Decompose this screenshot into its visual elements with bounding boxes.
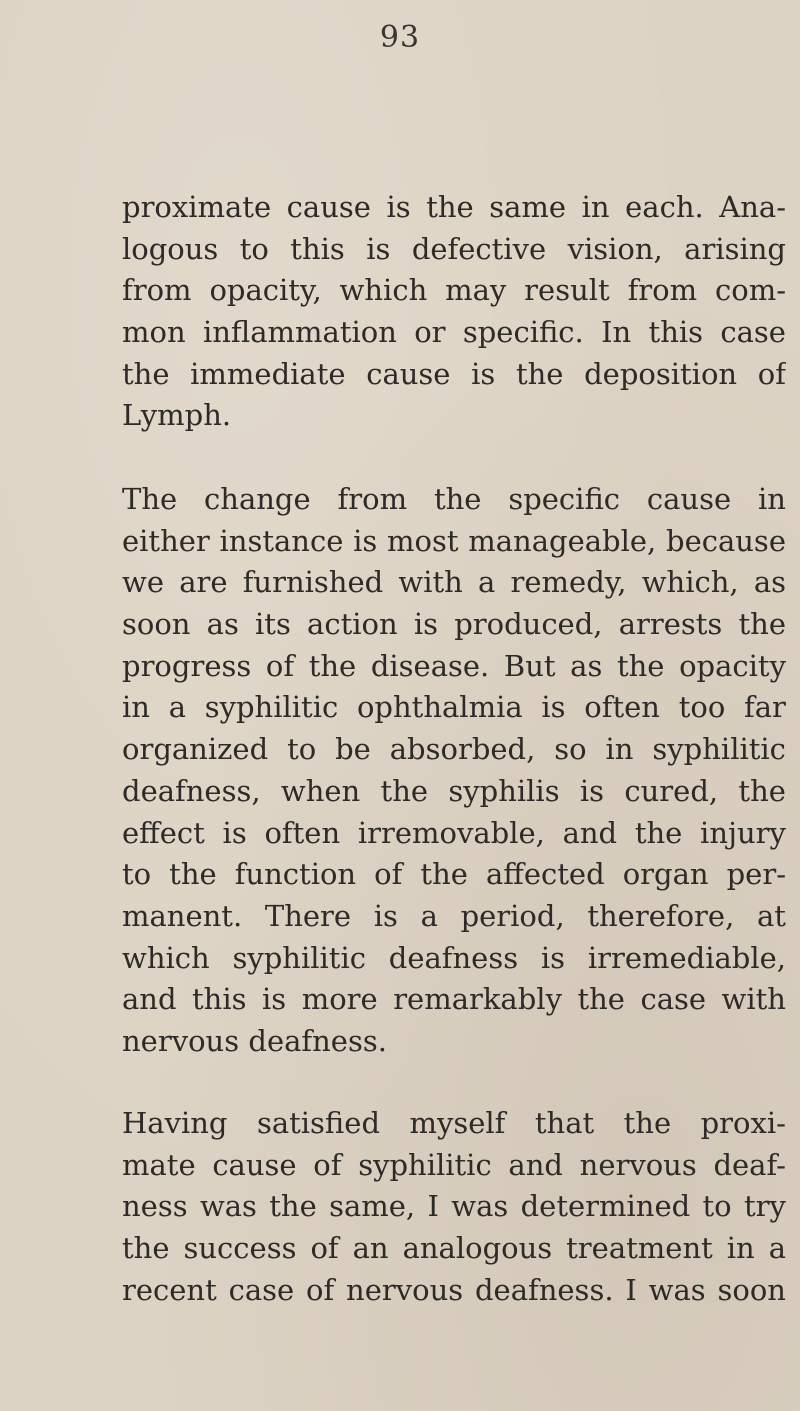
- word: in: [581, 190, 610, 224]
- word: syphilitic: [232, 940, 366, 975]
- word: as: [570, 648, 603, 683]
- word: Lymph.: [122, 398, 232, 433]
- text-line: [122, 604, 786, 646]
- word: with: [398, 565, 463, 600]
- word: effect: [122, 815, 205, 850]
- word: The: [122, 482, 178, 516]
- word: nervous: [122, 1023, 240, 1058]
- word: soon: [717, 1272, 786, 1307]
- word: syphilitic: [204, 690, 339, 725]
- word: in: [758, 482, 786, 516]
- word: the: [634, 815, 683, 850]
- word: cause: [286, 190, 371, 224]
- word: cured,: [624, 773, 719, 808]
- word: analogous: [402, 1231, 553, 1266]
- word: organ: [622, 857, 709, 892]
- text-line: [122, 1228, 786, 1270]
- word: deafness.: [248, 1023, 387, 1058]
- text-line: [122, 1103, 786, 1145]
- word: mate: [122, 1147, 196, 1182]
- word: nervous: [579, 1147, 697, 1182]
- word: remarkably: [393, 982, 562, 1017]
- word: and: [562, 815, 618, 850]
- word: be: [335, 732, 371, 767]
- word: each.: [625, 190, 704, 224]
- word: same: [489, 190, 567, 224]
- word: period,: [460, 898, 565, 933]
- word: syphilitic: [358, 1147, 492, 1182]
- word: success: [183, 1231, 297, 1266]
- word: soon: [122, 607, 191, 642]
- word: manent.: [122, 898, 243, 933]
- word: is: [386, 190, 411, 224]
- word: is: [366, 231, 391, 266]
- word: its: [255, 607, 291, 642]
- word: which,: [641, 565, 739, 600]
- word: determined: [520, 1189, 691, 1224]
- word: the: [577, 982, 625, 1017]
- text-line: [122, 854, 786, 896]
- word: same,: [329, 1189, 416, 1224]
- word: from: [122, 273, 192, 308]
- word: was: [199, 1189, 257, 1224]
- word: vision,: [567, 231, 663, 266]
- text-line: [122, 521, 786, 563]
- paragraph-2: [122, 479, 786, 1063]
- word: either: [122, 523, 210, 558]
- word: the: [738, 607, 786, 642]
- word: this: [192, 982, 247, 1017]
- text-line: [122, 771, 786, 813]
- text-line: [122, 354, 786, 396]
- word: as: [753, 565, 786, 600]
- word: function: [234, 857, 357, 892]
- word: satisfied: [256, 1106, 381, 1140]
- word: which: [122, 940, 210, 975]
- word: disease.: [370, 648, 490, 683]
- word: com-: [715, 273, 786, 308]
- word: or: [414, 315, 446, 350]
- word: deaf-: [713, 1147, 786, 1182]
- word: immediate: [190, 356, 346, 391]
- word: There: [264, 898, 352, 933]
- word: often: [264, 815, 341, 850]
- word: the: [515, 356, 564, 391]
- word: deafness.: [474, 1272, 614, 1307]
- word: is: [541, 690, 566, 725]
- word: progress: [122, 648, 252, 683]
- word: of: [313, 1147, 342, 1182]
- text-line: [122, 729, 786, 771]
- text-line: [122, 1186, 786, 1228]
- word: to: [702, 1189, 732, 1224]
- word: from: [337, 482, 408, 516]
- word: to: [122, 857, 152, 892]
- word: is: [579, 773, 605, 808]
- word: of: [374, 857, 403, 892]
- word: the: [738, 773, 786, 808]
- word: inflammation: [202, 315, 397, 350]
- text-line: [122, 896, 786, 938]
- word: irremediable,: [587, 940, 786, 975]
- word: was: [648, 1272, 706, 1307]
- word: the: [616, 648, 665, 683]
- word: a: [420, 898, 438, 933]
- word: may: [445, 273, 507, 308]
- word: from: [627, 273, 698, 308]
- word: myself: [409, 1106, 506, 1140]
- word: furnished: [242, 565, 384, 600]
- word: try: [743, 1189, 786, 1224]
- word: injury: [700, 815, 786, 850]
- word: is: [471, 356, 496, 391]
- text-line: [122, 395, 786, 437]
- word: opacity: [679, 648, 786, 683]
- word: proximate: [122, 190, 272, 224]
- word: logous: [122, 231, 219, 266]
- word: so: [554, 732, 587, 767]
- word: too: [678, 690, 726, 725]
- page-number: 93: [379, 20, 421, 55]
- word: In: [601, 315, 632, 350]
- word: result: [524, 273, 610, 308]
- word: Ana-: [719, 190, 786, 224]
- paragraph-1: [122, 187, 786, 437]
- word: But: [503, 648, 556, 683]
- word: therefore,: [587, 898, 735, 933]
- word: the: [380, 773, 429, 808]
- word: case: [720, 315, 786, 350]
- text-line: [122, 1021, 786, 1063]
- word: an: [352, 1231, 389, 1266]
- word: specific.: [462, 315, 584, 350]
- word: this: [290, 231, 345, 266]
- word: was: [451, 1189, 509, 1224]
- word: the: [122, 356, 170, 391]
- word: specific: [508, 482, 621, 516]
- word: arrests: [618, 607, 723, 642]
- word: and: [122, 982, 177, 1017]
- word: is: [353, 523, 378, 558]
- word: is: [540, 940, 566, 975]
- word: the: [169, 857, 217, 892]
- word: action: [307, 607, 398, 642]
- word: to: [239, 231, 269, 266]
- word: cause: [212, 1147, 297, 1182]
- word: in: [122, 690, 150, 725]
- word: the: [308, 648, 357, 683]
- text-line: [122, 1270, 786, 1312]
- paragraph-3: [122, 1103, 786, 1311]
- word: affected: [485, 857, 605, 892]
- word: per-: [726, 857, 786, 892]
- text-line: [122, 979, 786, 1021]
- word: the: [420, 857, 468, 892]
- word: the: [426, 190, 474, 224]
- word: when: [280, 773, 361, 808]
- word: recent: [122, 1272, 217, 1307]
- word: manageable,: [468, 523, 657, 558]
- word: ness: [122, 1189, 188, 1224]
- word: absorbed,: [389, 732, 536, 767]
- word: of: [265, 648, 295, 683]
- word: ophthalmia: [356, 690, 523, 725]
- word: cause: [646, 482, 732, 516]
- word: because: [666, 523, 786, 558]
- text-line: [122, 270, 786, 312]
- text-line: [122, 646, 786, 688]
- word: arising: [684, 231, 786, 266]
- word: produced,: [454, 607, 603, 642]
- text-line: [122, 938, 786, 980]
- word: nervous: [346, 1272, 464, 1307]
- text-line: [122, 562, 786, 604]
- word: to: [287, 732, 317, 767]
- word: deafness: [388, 940, 519, 975]
- word: the: [269, 1189, 317, 1224]
- word: case: [640, 982, 707, 1017]
- word: remedy,: [510, 565, 627, 600]
- word: we: [122, 565, 164, 600]
- word: irremovable,: [357, 815, 545, 850]
- word: more: [301, 982, 378, 1017]
- word: as: [206, 607, 239, 642]
- word: of: [310, 1231, 339, 1266]
- word: far: [744, 690, 786, 725]
- word: of: [757, 356, 786, 391]
- text-line: [122, 229, 786, 271]
- word: is: [262, 982, 287, 1017]
- text-line: [122, 813, 786, 855]
- word: is: [413, 607, 438, 642]
- word: proxi-: [700, 1106, 786, 1140]
- text-line: [122, 479, 786, 521]
- word: deafness,: [122, 773, 261, 808]
- word: are: [179, 565, 228, 600]
- word: in: [726, 1231, 755, 1266]
- text-line: [122, 687, 786, 729]
- word: of: [306, 1272, 335, 1307]
- word: organized: [122, 732, 269, 767]
- word: a: [478, 565, 496, 600]
- word: I: [427, 1189, 439, 1224]
- text-line: [122, 187, 786, 229]
- word: instance: [219, 523, 344, 558]
- word: the: [433, 482, 482, 516]
- word: a: [168, 690, 186, 725]
- word: a: [768, 1231, 786, 1266]
- word: most: [387, 523, 459, 558]
- word: case: [228, 1272, 295, 1307]
- word: syphilis: [448, 773, 560, 808]
- word: at: [756, 898, 786, 933]
- word: this: [648, 315, 704, 350]
- word: change: [204, 482, 311, 516]
- word: in: [605, 732, 634, 767]
- word: mon: [122, 315, 186, 350]
- word: opacity,: [209, 273, 322, 308]
- word: deposition: [584, 356, 738, 391]
- word: is: [222, 815, 247, 850]
- word: cause: [366, 356, 451, 391]
- word: often: [584, 690, 660, 725]
- word: I: [625, 1272, 637, 1307]
- word: the: [623, 1106, 672, 1140]
- word: and: [508, 1147, 563, 1182]
- word: that: [534, 1106, 595, 1140]
- word: with: [721, 982, 786, 1017]
- word: the: [122, 1231, 170, 1266]
- text-line: [122, 1145, 786, 1187]
- text-line: [122, 312, 786, 354]
- word: which: [339, 273, 428, 308]
- word: defective: [411, 231, 547, 266]
- word: is: [373, 898, 398, 933]
- word: syphilitic: [652, 732, 786, 767]
- word: Having: [122, 1106, 228, 1140]
- word: treatment: [566, 1231, 713, 1266]
